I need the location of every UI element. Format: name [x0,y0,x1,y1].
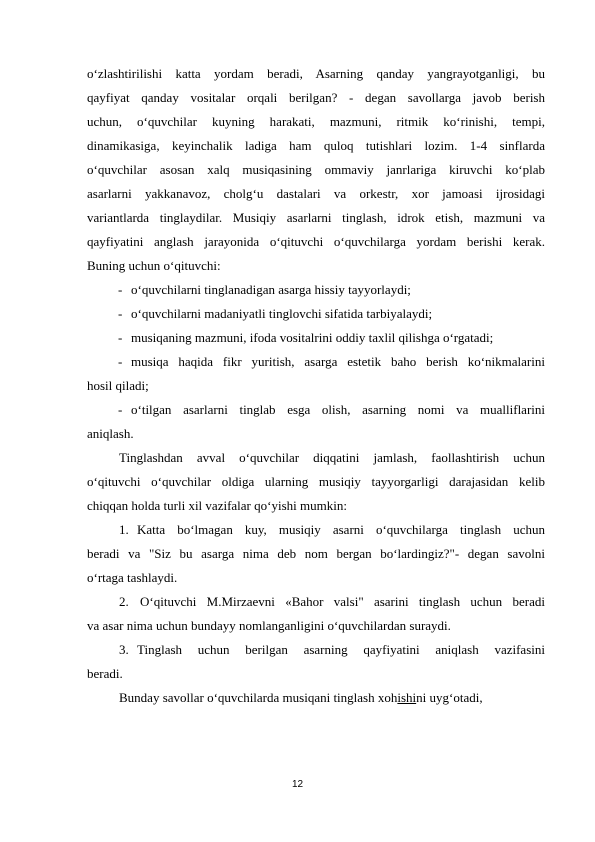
body-line: uchun, o‘quvchilar kuyning harakati, mazmuni, ritmik ko‘rinishi, tempi, [87,114,545,129]
bullet-item: o‘quvchilarni tinglanadigan asarga hissiy tayyorlaydi; [131,282,411,297]
body-line: variantlarda tinglaydilar. Musiqiy asarlarni tinglash, idrok etish, mazmuni va [87,210,545,225]
bullet-item-continuation: aniqlash. [87,426,134,441]
list-item-continuation: o‘rtaga tashlaydi. [87,570,178,585]
list-number: 2. [119,594,129,609]
bullet-dash: - [118,330,123,345]
bullet-dash: - [118,306,123,321]
list-item-continuation: beradi va "Siz bu asarga nima deb nom bergan bo‘lardingiz?"- degan savolni [87,546,545,561]
list-item: Katta bo‘lmagan kuy, musiqiy asarni o‘quvchilarga tinglash uchun [137,522,545,537]
list-number: 3. [119,642,129,657]
body-text: Bunday savollar o‘quvchilarda musiqani tinglash xohishini uyg‘otadi, [119,690,483,705]
list-number: 1. [119,522,129,537]
bullet-item: musiqa haqida fikr yuritish, asarga estetik baho berish ko‘nikmalarini [131,354,545,369]
body-line: asarlarni yakkanavoz, cholg‘u dastalari va orkestr, xor jamoasi ijrosidagi [87,186,545,201]
list-item: O‘qituvchi M.Mirzaevni «Bahor valsi" asarini tinglash uchun beradi [140,594,545,609]
list-item-continuation: beradi. [87,666,123,681]
body-line: qayfiyatini anglash jarayonida o‘qituvchi o‘quvchilarga yordam berishi kerak. [87,234,545,249]
body-line: Tinglashdan avval o‘quvchilar diqqatini jamlash, faollashtirish uchun [119,450,545,465]
body-line [119,690,545,706]
body-line: o‘quvchilar asosan xalq musiqasining ommaviy janrlariga kiruvchi ko‘plab [87,162,545,177]
bullet-dash: - [118,402,123,417]
page-number: 12 [291,779,304,790]
body-line: dinamikasiga, keyinchalik ladiga ham quloq tutishlari lozim. 1-4 sinflarda [87,138,545,153]
list-item: Tinglash uchun berilgan asarning qayfiyatini aniqlash vazifasini [137,642,545,657]
body-line: chiqqan holda turli xil vazifalar qo‘yishi mumkin: [87,498,347,513]
bullet-item: musiqaning mazmuni, ifoda vositalrini oddiy taxlil qilishga o‘rgatadi; [131,330,494,345]
body-line: Buning uchun o‘qituvchi: [87,258,221,273]
bullet-item: o‘tilgan asarlarni tinglab esga olish, asarning nomi va mualliflarini [131,402,545,417]
body-line: o‘qituvchi o‘quvchilar oldiga ularning musiqiy tayyorgarligi darajasidan kelib [87,474,545,489]
bullet-item-continuation: hosil qiladi; [87,378,149,393]
bullet-dash: - [118,282,123,297]
body-line: qayfiyat qanday vositalar orqali berilgan? - degan savollarga javob berish [87,90,545,105]
bullet-item: o‘quvchilarni madaniyatli tinglovchi sifatida tarbiyalaydi; [131,306,433,321]
bullet-dash: - [118,354,123,369]
list-item-continuation: va asar nima uchun bundayy nomlanganligini o‘quvchilardan suraydi. [87,618,451,633]
body-line: o‘zlashtirilishi katta yordam beradi, Asarning qanday yangrayotganligi, bu [87,66,545,81]
